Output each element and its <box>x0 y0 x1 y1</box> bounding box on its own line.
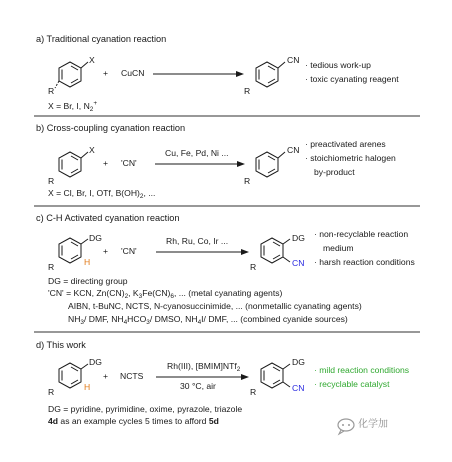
section-d-plus: + <box>103 371 109 381</box>
section-b-x-definition: X = Cl, Br, I, OTf, $B(OH)_2$, ... <box>48 188 156 200</box>
section-a-substituent-r: R <box>48 86 55 96</box>
section-b-catalysts: Cu, Fe, Pd, Ni ... <box>165 148 229 158</box>
section-b-note-1: · preactivated arenes <box>305 139 386 149</box>
section-d-recycling-example: 4d as an example cycles 5 times to afford 5d <box>48 416 219 426</box>
section-b-title: b) Cross-coupling cyanation reaction <box>36 123 186 133</box>
ring-a-product <box>256 62 285 87</box>
section-d-product-r: R <box>250 387 257 397</box>
watermark-logo-icon <box>338 419 354 434</box>
section-d-dg-definition: DG = pyridine, pyrimidine, oxime, pyrazole, triazole <box>48 404 243 414</box>
section-c-note-1: · non-recyclable reaction <box>314 229 409 239</box>
section-b-plus: + <box>103 158 109 168</box>
section-b-product-cn: CN <box>287 145 300 155</box>
section-b-product-r: R <box>244 176 251 186</box>
section-a-note-2: · toxic cyanating reagent <box>305 74 399 84</box>
section-d-substituent-h: H <box>84 382 91 392</box>
section-c-plus: + <box>103 246 109 256</box>
section-c-product-cn: CN <box>292 258 305 268</box>
section-c-substituent-r: R <box>48 262 55 272</box>
ring-b-substrate <box>59 152 88 177</box>
ring-b-product <box>256 152 285 177</box>
section-a-plus: + <box>103 68 109 78</box>
section-c-reagent: 'CN' <box>121 246 137 256</box>
section-c-substituent-dg: DG <box>89 233 102 243</box>
section-a-x-definition: X = Br, I, $N_2^+$ <box>48 100 98 113</box>
section-c-title: c) C-H Activated cyanation reaction <box>36 213 180 223</box>
ring-a-substrate <box>55 62 88 88</box>
section-c-cn-metal-agents: 'CN' = KCN, $Zn(CN)_2$, $K_3Fe(CN)_6$, ... (metal cyanating agents) <box>48 288 283 300</box>
ring-d-product <box>261 363 290 388</box>
section-c-product-dg: DG <box>292 233 305 243</box>
section-c-note-3: · harsh reaction conditions <box>314 257 415 267</box>
arrow-a <box>153 71 244 77</box>
section-a-product-cn: CN <box>287 55 300 65</box>
section-d-condition-catalyst: Rh(III), [BMIM]NTf$_2$ <box>167 361 241 373</box>
section-c-catalysts: Rh, Ru, Co, Ir ... <box>166 236 229 246</box>
section-c-substituent-h: H <box>84 257 91 267</box>
section-d-product-dg: DG <box>292 357 305 367</box>
section-c-cn-combined-sources: $NH_3/$ DMF, $NH_4HCO_3/$ DMSO, $NH_4I/$ DMF, ... (combined cyanide sources) <box>68 314 348 326</box>
section-a-note-1: · tedious work-up <box>305 60 371 70</box>
section-d-title: d) This work <box>36 340 86 350</box>
section-b-substituent-x: X <box>89 145 95 155</box>
section-b-substituent-r: R <box>48 176 55 186</box>
section-c-dg-definition: DG = directing group <box>48 276 128 286</box>
watermark-text: 化学加 <box>358 419 388 430</box>
section-a-substituent-x: X <box>89 55 95 65</box>
section-b-note-2: · stoichiometric halogen <box>305 153 396 163</box>
section-d-reagent: NCTS <box>120 371 144 381</box>
section-d-product-cn: CN <box>292 383 305 393</box>
section-a-reagent: CuCN <box>121 68 145 78</box>
section-d-substituent-r: R <box>48 387 55 397</box>
arrow-b <box>155 161 245 167</box>
arrow-c <box>156 249 249 255</box>
section-d-note-2: · recyclable catalyst <box>314 379 390 389</box>
section-a-product-r: R <box>244 86 251 96</box>
section-c-note-2: medium <box>323 243 354 253</box>
section-d-substituent-dg: DG <box>89 357 102 367</box>
section-c-product-r: R <box>250 262 257 272</box>
section-d-note-1: · mild reaction conditions <box>314 365 410 375</box>
section-b-reagent: 'CN' <box>121 158 137 168</box>
section-c-cn-nonmetal-agents: AIBN, t-BuNC, NCTS, N-cyanosuccinimide, ... (nonmetallic cyanating agents) <box>68 301 362 311</box>
section-b-note-3: by-product <box>314 167 355 177</box>
section-a-title: a) Traditional cyanation reaction <box>36 34 167 44</box>
ring-c-product <box>261 238 290 263</box>
section-d-condition-temperature: 30 °C, air <box>180 381 216 391</box>
